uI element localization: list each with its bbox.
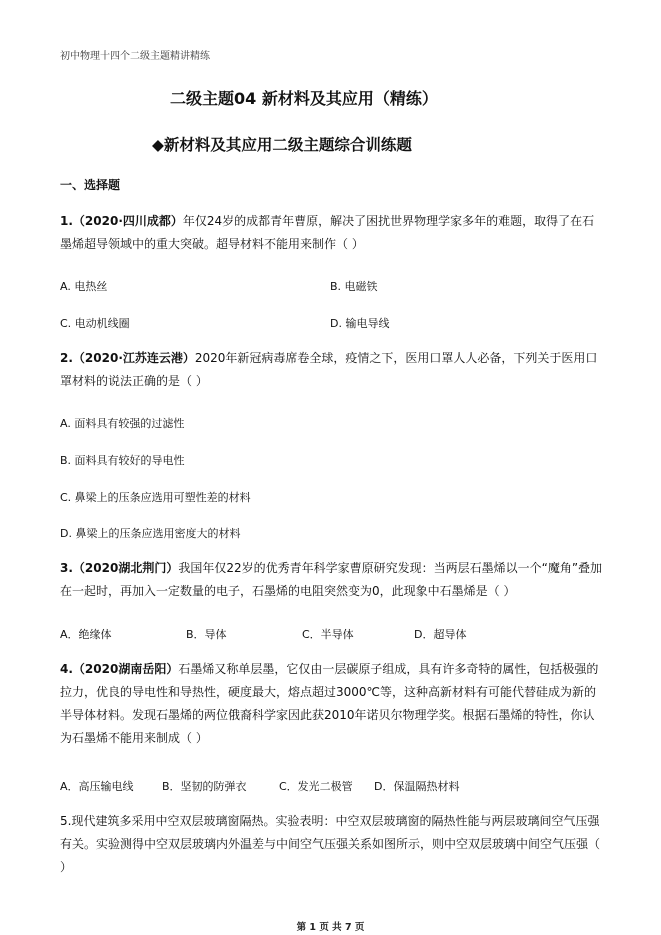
question-text: 2020年新冠病毒席卷全球，疫情之下，医用口罩人人必备，下列关于医用口罩材料的说法正确的是（ ） <box>60 351 598 388</box>
question-text: 石墨烯又称单层墨，它仅由一层碳原子组成，具有许多奇特的属性，包括极强的拉力，优良的导电性和导热性，硬度最大，熔点超过3000℃等，这种高新材料有可能代替硅成为新的半导体材料。发现石墨烯的两位俄裔科学家因此获2010年诺贝尔物理学奖。根据石墨烯的特性，你认为石墨烯不能用来制成（ ） <box>60 662 599 745</box>
option-a: A．高压输电线 <box>60 780 134 793</box>
option-c: C．半导体 <box>302 628 354 641</box>
option-c: C．发光二极管 <box>279 780 353 793</box>
question-2 <box>60 347 605 393</box>
question-4 <box>60 658 605 750</box>
question-3 <box>60 557 605 603</box>
question-source: （2020·江苏连云港） <box>72 351 195 365</box>
subtitle: ◆新材料及其应用二级主题综合训练题 <box>152 136 412 154</box>
question-5 <box>60 810 605 879</box>
question-source: （2020湖南岳阳） <box>72 662 179 676</box>
question-number: 4. <box>60 662 73 676</box>
question-text: 现代建筑多采用中空双层玻璃窗隔热。实验表明：中空双层玻璃窗的隔热性能与两层玻璃间空气压强有关。实验测得中空双层玻璃内外温差与中间空气压强关系如图所示，则中空双层玻璃中间空气压强（ ） <box>60 814 601 874</box>
question-number: 2. <box>60 351 73 365</box>
page-footer: 第 1 页 共 7 页 <box>296 922 365 933</box>
option-b: B. 电磁铁 <box>330 280 378 293</box>
option-b: B．导体 <box>186 628 227 641</box>
question-text: 我国年仅22岁的优秀青年科学家曹原研究发现：当两层石墨烯以一个“魔角”叠加在一起时，再加入一定数量的电子，石墨烯的电阻突然变为0，此现象中石墨烯是（ ） <box>60 561 603 598</box>
question-number: 5. <box>60 814 72 828</box>
option-c: C. 鼻梁上的压条应选用可塑性差的材料 <box>60 491 251 504</box>
option-a: A. 面料具有较强的过滤性 <box>60 417 185 430</box>
option-b: B．坚韧的防弹衣 <box>162 780 247 793</box>
main-title: 二级主题04 新材料及其应用（精练） <box>170 89 438 108</box>
question-text: 年仅24岁的成都青年曹原，解决了困扰世界物理学家多年的难题，取得了在石墨烯超导领域中的重大突破。超导材料不能用来制作（ ） <box>60 214 595 251</box>
question-number: 3. <box>60 561 73 575</box>
option-d: D. 输电导线 <box>330 317 390 330</box>
question-number: 1. <box>60 214 73 228</box>
option-a: A. 电热丝 <box>60 280 108 293</box>
page-header: 初中物理十四个二级主题精讲精练 <box>60 51 210 62</box>
section-heading: 一、选择题 <box>60 178 121 192</box>
question-source: （2020·四川成都） <box>72 214 183 228</box>
option-d: D．超导体 <box>414 628 467 641</box>
option-b: B. 面料具有较好的导电性 <box>60 454 185 467</box>
option-d: D. 鼻梁上的压条应选用密度大的材料 <box>60 527 241 540</box>
question-source: （2020湖北荆门） <box>72 561 179 575</box>
option-a: A．绝缘体 <box>60 628 112 641</box>
option-d: D．保温隔热材料 <box>374 780 460 793</box>
option-c: C. 电动机线圈 <box>60 317 130 330</box>
question-1 <box>60 210 605 256</box>
